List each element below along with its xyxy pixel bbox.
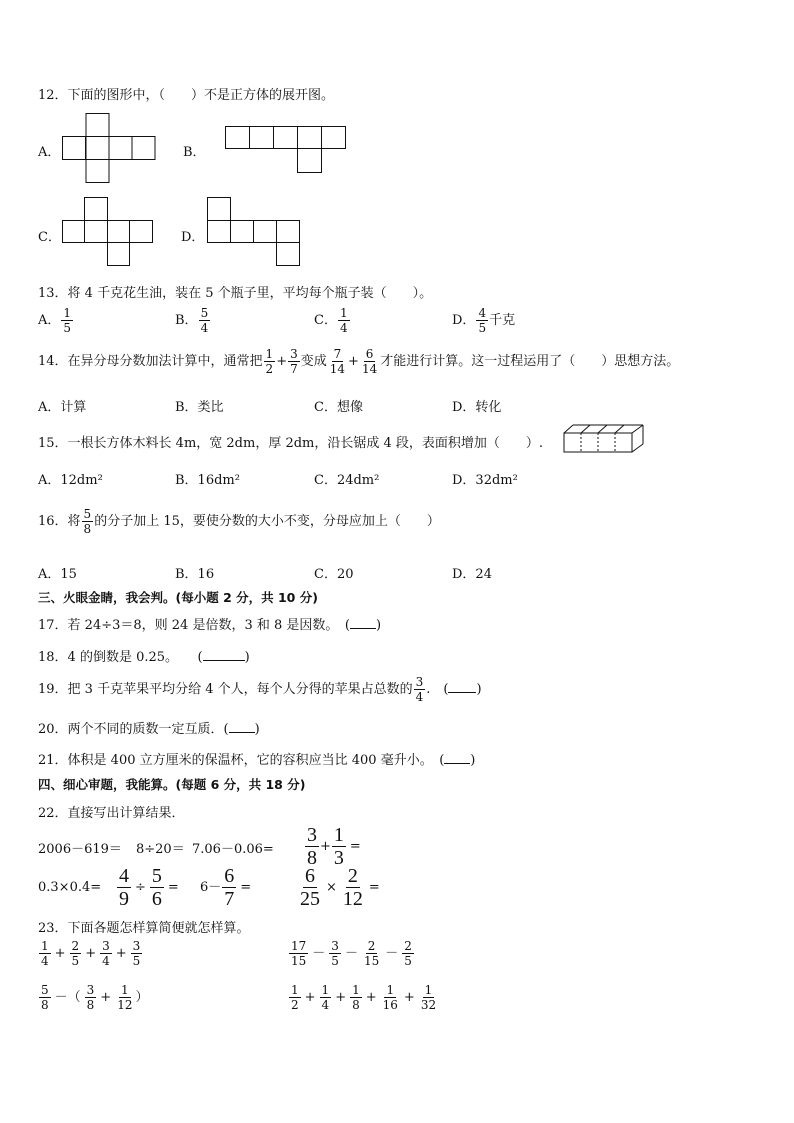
q15-option-a[interactable]: A．12dm² xyxy=(38,473,103,488)
numerator: 1 xyxy=(121,983,129,997)
q16-option-c[interactable]: C．20 xyxy=(314,567,354,582)
q12-option-d-label[interactable]: D． xyxy=(181,230,205,245)
denominator: 8 xyxy=(352,998,360,1012)
q13-option-c-label: C． xyxy=(314,313,337,328)
q23-expr-1 xyxy=(38,940,143,967)
numerator: 5 xyxy=(151,865,162,887)
fraction xyxy=(360,348,379,375)
numerator: 1 xyxy=(386,983,395,997)
denominator: 15 xyxy=(291,954,307,968)
denominator: 12 xyxy=(342,888,363,910)
numerator: 3 xyxy=(307,824,317,846)
numerator: 5 xyxy=(41,983,49,997)
plus-sign: + xyxy=(320,839,331,854)
numerator: 1 xyxy=(265,347,274,361)
plus-sign: + xyxy=(403,990,415,1005)
plus-sign: + xyxy=(85,946,97,961)
fraction xyxy=(199,307,211,334)
q13-option-d[interactable] xyxy=(452,307,515,334)
q20 xyxy=(38,718,260,737)
close-paren: ) xyxy=(254,722,260,737)
q20-text: 20．两个不同的质数一定互质．( xyxy=(38,722,229,737)
numerator: 4 xyxy=(478,306,487,320)
numerator: 6 xyxy=(305,865,315,887)
q22-expr-5: 0.3×0.4= xyxy=(38,880,102,895)
q22-expr-3: 7.06－0.06= xyxy=(192,842,274,857)
numerator: 17 xyxy=(291,939,307,953)
q23-expr-4 xyxy=(288,984,439,1011)
q12-option-c-net xyxy=(62,197,154,267)
denominator: 8 xyxy=(307,847,317,869)
q12-option-c-label[interactable]: C． xyxy=(38,230,61,245)
close-paren: ） xyxy=(135,990,149,1005)
numerator: 4 xyxy=(119,865,129,887)
fraction xyxy=(39,984,51,1011)
fraction xyxy=(61,307,73,334)
denominator: 5 xyxy=(478,321,487,335)
minus-open-paren: －（ xyxy=(54,990,81,1005)
fraction xyxy=(117,866,131,909)
denominator: 5 xyxy=(63,321,72,335)
denominator: 4 xyxy=(321,998,330,1012)
numerator: 2 xyxy=(404,939,412,953)
denominator: 4 xyxy=(200,321,209,335)
unit: 千克 xyxy=(489,313,516,328)
denominator: 5 xyxy=(331,954,339,968)
q18-text: 18．4 的倒数是 0.25。 ( xyxy=(38,650,203,665)
q16-option-d[interactable]: D．24 xyxy=(452,567,492,582)
section-4-heading: 四、细心审题，我能算。(每题 6 分，共 18 分) xyxy=(38,777,306,792)
denominator: 15 xyxy=(363,954,380,968)
q12-option-d-net xyxy=(207,197,301,267)
fraction xyxy=(264,348,276,375)
q12-option-b-label[interactable]: B． xyxy=(183,145,206,160)
answer-blank[interactable] xyxy=(350,628,376,629)
q22-stem: 22．直接写出计算结果． xyxy=(38,806,185,821)
equals-sign: = xyxy=(167,880,179,895)
q14-text-2: 变成 xyxy=(300,354,327,369)
equals-sign: = xyxy=(240,880,252,895)
denominator: 32 xyxy=(420,998,437,1012)
q19-text-2: . ( xyxy=(426,682,449,697)
numerator: 3 xyxy=(415,675,424,689)
q13-option-c[interactable] xyxy=(314,307,351,334)
q21 xyxy=(38,749,475,768)
denominator: 7 xyxy=(290,362,298,376)
denominator: 4 xyxy=(41,954,49,968)
q13-option-a[interactable] xyxy=(38,307,74,334)
numerator: 3 xyxy=(132,939,141,953)
denominator: 4 xyxy=(415,690,424,704)
equals-sign: = xyxy=(368,880,380,895)
q23-stem: 23．下面各题怎样算简便就怎样算。 xyxy=(38,921,250,936)
section-3-heading: 三、火眼金睛，我会判。(每小题 2 分，共 10 分) xyxy=(38,590,318,605)
plus-sign: + xyxy=(365,990,377,1005)
denominator: 4 xyxy=(339,321,348,335)
q16-text-2: 的分子加上 15，要使分数的大小不变，分母应加上（ ） xyxy=(94,514,440,529)
equals-sign: = xyxy=(349,839,361,854)
denominator: 7 xyxy=(224,888,235,910)
q19-text-1: 19．把 3 千克苹果平均分给 4 个人，每个人分得的苹果占总数的 xyxy=(38,682,413,697)
denominator: 14 xyxy=(361,362,378,376)
close-paren: ) xyxy=(375,618,382,633)
fraction xyxy=(150,866,164,909)
answer-blank[interactable] xyxy=(203,660,245,661)
fraction xyxy=(305,825,319,868)
q12-option-b-net xyxy=(225,126,347,174)
plus-sign: + xyxy=(100,990,112,1005)
numerator: 1 xyxy=(291,983,299,997)
numerator: 7 xyxy=(333,347,342,361)
numerator: 1 xyxy=(333,824,344,846)
numerator: 3 xyxy=(290,347,298,361)
fraction xyxy=(85,984,97,1011)
plus-sign: + xyxy=(54,946,66,961)
numerator: 2 xyxy=(71,939,80,953)
plus-sign: + xyxy=(335,990,347,1005)
q14-option-d[interactable]: D．转化 xyxy=(452,400,502,415)
fraction xyxy=(362,940,381,967)
fraction xyxy=(350,984,362,1011)
fraction xyxy=(82,508,94,535)
q16-option-a[interactable]: A．15 xyxy=(38,567,77,582)
plus-sign: + xyxy=(115,946,127,961)
denominator: 5 xyxy=(132,954,141,968)
fraction xyxy=(338,307,350,334)
close-paren: ) xyxy=(244,650,250,665)
fraction xyxy=(328,348,347,375)
fraction xyxy=(476,307,488,334)
fraction xyxy=(288,348,300,375)
denominator: 25 xyxy=(300,888,320,910)
q12-option-a-net xyxy=(62,113,158,183)
fraction xyxy=(402,940,414,967)
q14-option-c[interactable]: C．想像 xyxy=(314,400,363,415)
fraction xyxy=(414,676,426,703)
denominator: 9 xyxy=(119,888,129,910)
numerator: 1 xyxy=(424,983,433,997)
fraction xyxy=(100,940,112,967)
q22-expr-2: 8÷20＝ xyxy=(136,842,185,857)
denominator: 5 xyxy=(404,954,412,968)
q22-expr-1: 2006－619＝ xyxy=(38,842,122,857)
denominator: 14 xyxy=(329,362,346,376)
q14-stem xyxy=(38,348,679,375)
fraction xyxy=(289,984,301,1011)
denominator: 12 xyxy=(117,998,133,1012)
denominator: 8 xyxy=(86,998,95,1012)
numerator: 6 xyxy=(365,347,374,361)
q13-option-a-label: A． xyxy=(38,313,61,328)
q16-stem xyxy=(38,508,440,535)
q18 xyxy=(38,646,250,665)
answer-blank[interactable] xyxy=(448,692,476,693)
q14-text-1: 14．在异分母分数加法计算中，通常把 xyxy=(38,354,263,369)
minus-sign: － xyxy=(312,946,326,961)
fraction xyxy=(70,940,82,967)
q13-option-d-label: D． xyxy=(452,313,476,328)
fraction xyxy=(298,866,322,909)
fraction xyxy=(381,984,400,1011)
numerator: 2 xyxy=(347,865,358,887)
minus-sign: － xyxy=(385,946,399,961)
q16-option-b[interactable]: B．16 xyxy=(175,567,215,582)
numerator: 1 xyxy=(41,939,49,953)
numerator: 1 xyxy=(63,306,72,320)
numerator: 6 xyxy=(224,865,235,887)
numerator: 1 xyxy=(321,983,330,997)
close-paren: ) xyxy=(470,753,476,768)
minus-sign: － xyxy=(344,946,358,961)
q19 xyxy=(38,676,482,703)
q12-option-a-label[interactable]: A． xyxy=(38,145,61,160)
divide-sign: ÷ xyxy=(135,880,146,895)
q13-stem: 13．将 4 千克花生油，装在 5 个瓶子里，平均每个瓶子装（ ）。 xyxy=(38,286,433,301)
q13-option-b-label: B． xyxy=(175,313,198,328)
numerator: 3 xyxy=(86,983,95,997)
fraction xyxy=(39,940,51,967)
q22-expr-7 xyxy=(200,866,254,909)
denominator: 8 xyxy=(83,522,92,536)
q14-text-3: 才能进行计算。这一过程运用了（ ）思想方法。 xyxy=(380,354,680,369)
fraction xyxy=(419,984,438,1011)
q23-expr-2 xyxy=(288,940,415,967)
q15-stem: 15．一根长方体木料长 4m，宽 2dm，厚 2dm，沿长锯成 4 段，表面积增加（ ）. xyxy=(38,436,544,451)
numerator: 1 xyxy=(352,983,360,997)
denominator: 4 xyxy=(102,954,110,968)
q16-text-1: 16．将 xyxy=(38,514,81,529)
q17-text: 17．若 24÷3＝8，则 24 是倍数，3 和 8 是因数。 ( xyxy=(38,618,350,633)
q13-option-b[interactable] xyxy=(175,307,211,334)
fraction xyxy=(289,940,308,967)
fraction xyxy=(329,940,341,967)
numerator: 2 xyxy=(367,939,376,953)
plus-sign: + xyxy=(276,354,288,369)
numerator: 5 xyxy=(83,507,92,521)
denominator: 8 xyxy=(41,998,49,1012)
expr-text: 6－ xyxy=(200,880,222,895)
q12-stem: 12．下面的图形中，（ ）不是正方体的展开图。 xyxy=(38,88,335,103)
q23-expr-3 xyxy=(38,984,149,1011)
q22-expr-6 xyxy=(116,866,182,909)
denominator: 5 xyxy=(71,954,80,968)
q14-option-b[interactable]: B．类比 xyxy=(175,400,224,415)
answer-blank[interactable] xyxy=(444,763,470,764)
fraction xyxy=(131,940,143,967)
numerator: 3 xyxy=(102,939,110,953)
plus-sign: + xyxy=(348,354,359,369)
denominator: 2 xyxy=(265,362,274,376)
plus-sign: + xyxy=(304,990,316,1005)
numerator: 5 xyxy=(200,306,209,320)
denominator: 16 xyxy=(382,998,398,1012)
denominator: 3 xyxy=(333,847,344,869)
fraction xyxy=(115,984,134,1011)
numerator: 3 xyxy=(331,939,339,953)
q22-expr-8 xyxy=(297,866,383,909)
fraction xyxy=(320,984,332,1011)
q14-option-a[interactable]: A．计算 xyxy=(38,400,87,415)
answer-blank[interactable] xyxy=(229,732,255,733)
q21-text: 21．体积是 400 立方厘米的保温杯，它的容积应当比 400 毫升小。 ( xyxy=(38,753,445,768)
wooden-beam-figure xyxy=(563,424,645,454)
denominator: 2 xyxy=(291,998,299,1012)
numerator: 1 xyxy=(339,306,348,320)
q17 xyxy=(38,614,381,633)
q22-expr-4 xyxy=(304,825,364,868)
times-sign: × xyxy=(326,880,337,895)
q15-option-b[interactable]: B．16dm² xyxy=(175,473,240,488)
q15-option-c[interactable]: C．24dm² xyxy=(314,473,380,488)
fraction xyxy=(222,866,236,909)
fraction xyxy=(332,825,346,868)
denominator: 6 xyxy=(151,888,162,910)
fraction xyxy=(341,866,365,909)
q15-option-d[interactable]: D．32dm² xyxy=(452,473,518,488)
close-paren: ) xyxy=(476,682,482,697)
